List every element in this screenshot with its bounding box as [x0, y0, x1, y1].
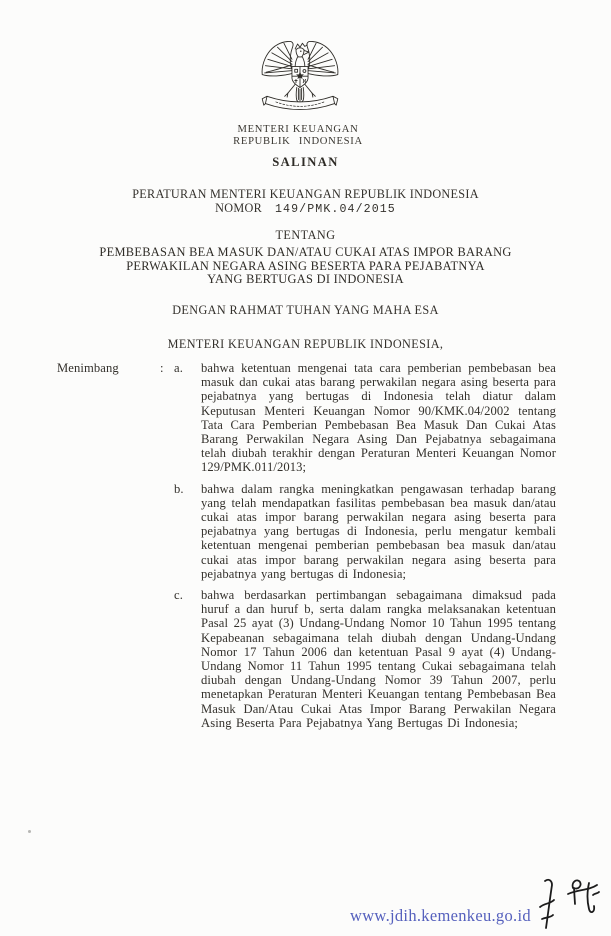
item-letter: a.: [174, 361, 183, 375]
regulation-title-line2: PERWAKILAN NEGARA ASING BESERTA PARA PEJABATNYA: [126, 258, 485, 273]
considerations-section: [57, 361, 556, 730]
regulation-title-line3: YANG BERTUGAS DI INDONESIA: [207, 272, 404, 286]
regulation-number-value: 149/PMK.04/2015: [275, 203, 396, 216]
letterhead-republic: REPUBLIK INDONESIA: [233, 136, 363, 147]
copy-label: SALINAN: [272, 155, 339, 169]
considerations-separator: :: [160, 361, 164, 375]
item-letter: c.: [174, 588, 183, 603]
consideration-item-a: [57, 361, 556, 475]
regulation-number-label: NOMOR: [215, 201, 262, 215]
regulation-title: [0, 246, 611, 287]
item-text: bahwa dalam rangka meningkatkan pengawasan terhadap barang yang telah mendapatkan fasilitas pembebasan bea masuk dan/atau cukai atas impor barang perwakilan negara asing beserta para pejabatnya yang bertugas di Indonesia, perlu mengatur kembali ketentuan mengenai pemberian pembebasan bea masuk dan/atau cukai atas impor barang perwakilan negara asing beserta para pejabatnya yang bertugas di Indonesia;: [201, 481, 556, 581]
about-label: TENTANG: [275, 228, 336, 242]
garuda-pancasila-emblem-icon: [259, 40, 341, 114]
letterhead-ministry: MENTERI KEUANGAN: [237, 124, 359, 135]
regulation-title-line1: PEMBEBASAN BEA MASUK DAN/ATAU CUKAI ATAS IMPOR BARANG: [99, 245, 512, 259]
authority-line: MENTERI KEUANGAN REPUBLIK INDONESIA,: [167, 337, 444, 351]
jdih-kemenkeu-link[interactable]: www.jdih.kemenkeu.go.id: [350, 906, 531, 925]
item-text: bahwa ketentuan mengenai tata cara pemberian pembebasan bea masuk dan cukai atas barang perwakilan negara asing beserta para pejabatnya yang bertugas di Indonesia telah diatur dalam Keputusan Menteri Keuangan Nomor 90/KMK.04/2002 tentang Tata Cara Pemberian Pembebasan Bea Masuk Dan Cukai Atas Barang Perwakilan Negara Asing Dan Pejabatnya sebagaimana telah diubah terakhir dengan Peraturan Menteri Keuangan Nomor 129/PMK.011/2013;: [201, 361, 556, 475]
regulation-number-line: [0, 201, 611, 216]
letterhead: [196, 124, 400, 148]
invocation-line: DENGAN RAHMAT TUHAN YANG MAHA ESA: [172, 303, 439, 317]
item-letter: b.: [174, 481, 184, 496]
item-text: bahwa berdasarkan pertimbangan sebagaimana dimaksud pada huruf a dan huruf b, serta dalam rangka melaksanakan ketentuan Pasal 25 ayat (3) Undang-Undang Nomor 10 Tahun 1995 tentang Kepabeanan sebagaimana telah diubah dengan Undang-Undang Nomor 17 Tahun 2006 dan ketentuan Pasal 9 ayat (4) Undang-Undang Nomor 11 Tahun 1995 tentang Cukai sebagaimana telah diubah dengan Undang-Undang Nomor 39 Tahun 2007, perlu menetapkan Peraturan Menteri Keuangan tentang Pembebasan Bea Masuk Dan/Atau Cukai Atas Impor Barang Perwakilan Negara Asing Beserta Para Pejabatnya Yang Bertugas Di Indonesia;: [201, 588, 556, 730]
regulation-heading: PERATURAN MENTERI KEUANGAN REPUBLIK INDONESIA: [132, 187, 479, 201]
signature-initials-icon: [531, 872, 605, 932]
consideration-item-c: [57, 588, 556, 730]
scan-speck: [28, 830, 31, 833]
considerations-label: Menimbang: [57, 361, 119, 375]
consideration-item-b: [57, 482, 556, 581]
